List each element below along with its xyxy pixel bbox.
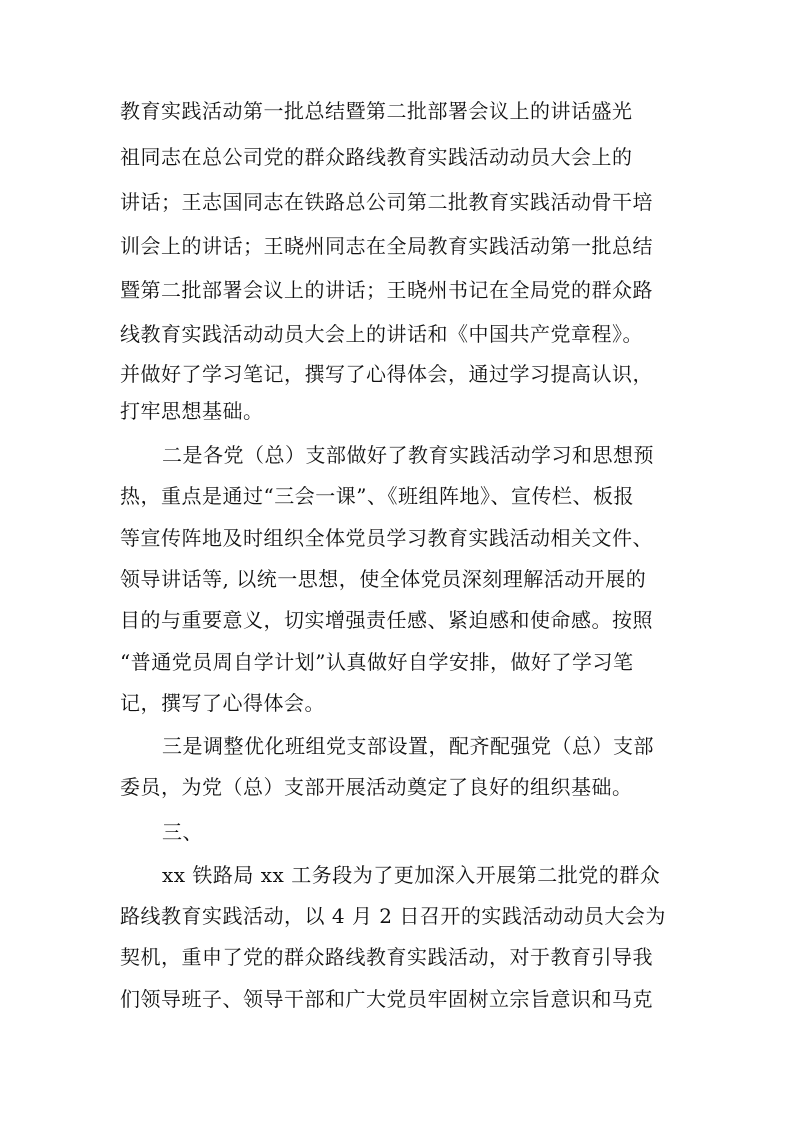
paragraph-start-line: xx 铁路局 xx 工务段为了更加深入开展第二批党的群众: [162, 863, 661, 887]
text-line: 契机，重申了党的群众路线教育实践活动，对于教育引导我: [120, 945, 653, 969]
text-line: 讲话；王志国同志在铁路总公司第二批教育实践活动骨干培: [120, 190, 653, 214]
text-line: “普通党员周自学计划”认真做好自学安排，做好了学习笔: [120, 650, 634, 674]
text-line: 热，重点是通过“三会一课”、《班组阵地》、宣传栏、板报: [120, 484, 634, 508]
paragraph-start-line: 二是各党（总）支部做好了教育实践活动学习和思想预: [162, 443, 654, 467]
text-line: 委员，为党（总）支部开展活动奠定了良好的组织基础。: [120, 775, 633, 799]
text-line: 路线教育实践活动，以 4 月 2 日召开的实践活动动员大会为: [120, 904, 666, 928]
paragraph-start-line: 三是调整优化班组党支部设置，配齐配强党（总）支部: [162, 734, 654, 758]
text-line: 们领导班子、领导干部和广大党员牢固树立宗旨意识和马克: [120, 987, 653, 1011]
text-line: 线教育实践活动动员大会上的讲话和《中国共产党章程》。: [120, 322, 643, 346]
text-line: 暨第二批部署会议上的讲话；王晓州书记在全局党的群众路: [120, 278, 653, 302]
text-line: 打牢思想基础。: [120, 399, 264, 423]
section-heading: 三、: [162, 820, 203, 844]
text-line: 领导讲话等, 以统一思想，使全体党员深刻理解活动开展的: [120, 567, 647, 591]
text-line: 等宣传阵地及时组织全体党员学习教育实践活动相关文件、: [120, 526, 653, 550]
text-line: 教育实践活动第一批总结暨第二批部署会议上的讲话盛光: [120, 99, 633, 123]
text-line: 祖同志在总公司党的群众路线教育实践活动动员大会上的: [120, 145, 633, 169]
text-line: 记，撰写了心得体会。: [120, 691, 325, 715]
text-line: 目的与重要意义，切实增强责任感、紧迫感和使命感。按照: [120, 608, 653, 632]
text-line: 并做好了学习笔记，撰写了心得体会，通过学习提高认识，: [120, 362, 653, 386]
text-line: 训会上的讲话；王晓州同志在全局教育实践活动第一批总结: [120, 234, 653, 258]
